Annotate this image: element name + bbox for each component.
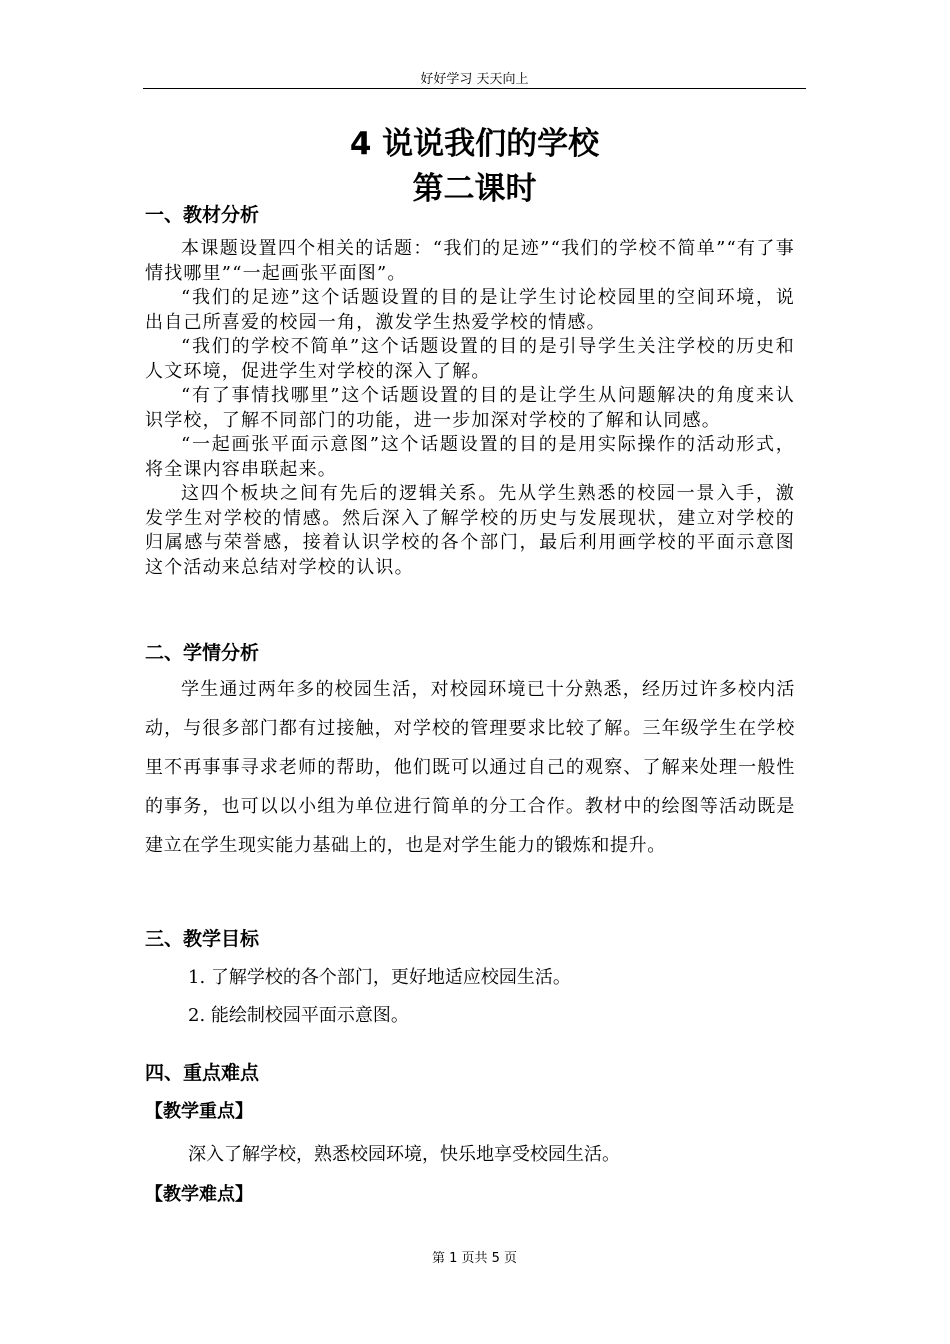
key-point-text: 深入了解学校，熟悉校园环境，快乐地享受校园生活。 <box>188 1144 620 1165</box>
paragraph: 学生通过两年多的校园生活，对校园环境已十分熟悉，经历过许多校内活动，与很多部门都有过接触，对学校的管理要求比较了解。三年级学生在学校里不再事事寻求老师的帮助，他们既可以通过自己的观察、了解来处理一般性的事务，也可以以小组为单位进行简单的分工合作。教材中的绘图等活动既是建立在学生现实能力基础上的，也是对学生能力的锻炼和提升。 <box>145 679 795 856</box>
paragraph: “有了事情找哪里”这个话题设置的目的是让学生从问题解决的角度来认识学校，了解不同部门的功能，进一步加深对学校的了解和认同感。 <box>145 385 795 431</box>
section-heading-teaching-goals: 三、教学目标 <box>145 928 260 950</box>
header-divider <box>143 88 806 89</box>
section-heading-student-analysis: 二、学情分析 <box>145 642 260 664</box>
difficulty-label: 【教学难点】 <box>145 1184 253 1205</box>
lesson-title: 4 说说我们的学校 <box>349 126 600 162</box>
key-point-label: 【教学重点】 <box>145 1101 253 1122</box>
goal-item: 2. 能绘制校园平面示意图。 <box>188 1005 409 1026</box>
paragraph: 本课题设置四个相关的话题：“我们的足迹”“我们的学校不简单”“有了事情找哪里”“一起画张平面图”。 <box>145 238 795 284</box>
page-header: 好好学习 天天向上 <box>420 72 529 87</box>
student-analysis-body <box>145 670 795 865</box>
paragraph: 这四个板块之间有先后的逻辑关系。先从学生熟悉的校园一景入手，激发学生对学校的情感。然后深入了解学校的历史与发展现状，建立对学校的归属感与荣誉感，接着认识学校的各个部门，最后利用画学校的平面示意图这个活动来总结对学校的认识。 <box>145 483 795 578</box>
page-footer: 第 1 页共 5 页 <box>431 1251 518 1266</box>
paragraph: “我们的学校不简单”这个话题设置的目的是引导学生关注学校的历史和人文环境，促进学生对学校的深入了解。 <box>145 336 795 382</box>
lesson-subtitle: 第二课时 <box>412 171 537 207</box>
section-heading-textbook-analysis: 一、教材分析 <box>145 204 260 226</box>
textbook-analysis-body <box>145 237 795 580</box>
goal-item: 1. 了解学校的各个部门，更好地适应校园生活。 <box>188 967 571 988</box>
paragraph: “我们的足迹”这个话题设置的目的是让学生讨论校园里的空间环境，说出自己所喜爱的校园一角，激发学生热爱学校的情感。 <box>145 287 795 333</box>
paragraph: “一起画张平面示意图”这个话题设置的目的是用实际操作的活动形式，将全课内容串联起来。 <box>145 434 795 480</box>
section-heading-key-points: 四、重点难点 <box>145 1062 260 1084</box>
